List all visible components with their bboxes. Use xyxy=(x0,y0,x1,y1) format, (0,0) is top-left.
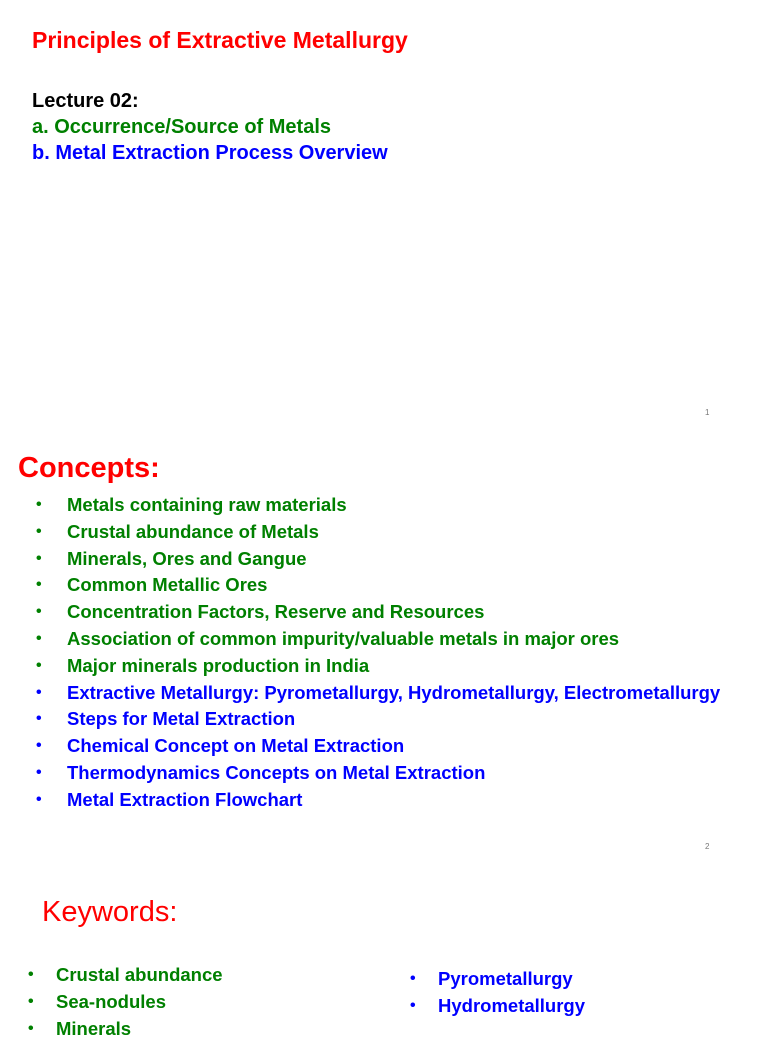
bullet-icon: • xyxy=(36,683,42,701)
keyword-text: Hydrometallurgy xyxy=(438,994,586,1016)
bullet-icon: • xyxy=(36,603,42,621)
concept-text: Metals containing raw materials xyxy=(67,494,347,515)
concept-text: Crustal abundance of Metals xyxy=(67,520,319,542)
slide-title: Principles of Extractive Metallurgy xyxy=(32,27,408,53)
concept-item xyxy=(36,733,720,760)
concept-text: Minerals, Ores and Gangue xyxy=(67,547,307,569)
concept-item xyxy=(36,599,720,626)
page-number: 1 xyxy=(705,408,710,417)
bullet-icon: • xyxy=(36,737,42,755)
bullet-icon: • xyxy=(36,629,42,647)
concept-item xyxy=(36,706,720,733)
topic-b: b. Metal Extraction Process Overview xyxy=(32,142,388,164)
concept-item xyxy=(36,626,720,653)
lecture-label: Lecture 02: xyxy=(32,90,139,112)
bullet-icon: • xyxy=(36,656,42,674)
bullet-icon: • xyxy=(36,496,42,513)
slide-3 xyxy=(0,860,768,1039)
bullet-icon: • xyxy=(410,970,416,987)
concept-text: Extractive Metallurgy: Pyrometallurgy, Hydrometallurgy, Electrometallurgy xyxy=(67,681,721,703)
keyword-text: Sea-nodules xyxy=(56,990,166,1012)
concept-text: Metal Extraction Flowchart xyxy=(67,788,303,810)
page-number: 2 xyxy=(705,842,710,851)
slide-2 xyxy=(0,430,768,860)
bullet-icon: • xyxy=(28,1019,34,1037)
concept-text: Major minerals production in India xyxy=(67,654,370,676)
slide-1 xyxy=(0,0,768,430)
slide-title: Concepts: xyxy=(18,452,160,484)
concept-text: Steps for Metal Extraction xyxy=(67,708,296,730)
bullet-icon: • xyxy=(36,763,42,781)
concept-text: Common Metallic Ores xyxy=(67,574,268,596)
concept-item xyxy=(36,653,720,680)
concept-item xyxy=(36,492,720,519)
keyword-text: Crustal abundance xyxy=(56,964,223,985)
concept-item xyxy=(36,572,720,599)
slide-title: Keywords: xyxy=(42,896,178,928)
concept-text: Chemical Concept on Metal Extraction xyxy=(67,735,405,757)
concept-text: Concentration Factors, Reserve and Resources xyxy=(67,601,485,623)
keyword-item xyxy=(410,966,585,993)
keyword-item xyxy=(28,1016,223,1042)
keyword-item xyxy=(28,989,223,1016)
concept-text: Association of common impurity/valuable metals in major ores xyxy=(67,627,620,649)
keyword-item xyxy=(410,993,585,1020)
bullet-icon: • xyxy=(36,710,42,728)
bullet-icon: • xyxy=(28,992,34,1010)
keywords-left-list xyxy=(28,962,223,1042)
bullet-icon: • xyxy=(36,522,42,540)
keyword-text: Pyrometallurgy xyxy=(438,968,573,989)
concept-item xyxy=(36,760,720,787)
concept-item xyxy=(36,680,720,707)
bullet-icon: • xyxy=(36,576,42,594)
concept-text: Thermodynamics Concepts on Metal Extraction xyxy=(67,761,486,783)
bullet-icon: • xyxy=(36,790,42,808)
concept-item xyxy=(36,519,720,546)
keyword-text: Minerals xyxy=(56,1017,132,1039)
topic-a: a. Occurrence/Source of Metals xyxy=(32,116,332,138)
concepts-list xyxy=(36,492,720,814)
concept-item xyxy=(36,787,720,814)
concept-item xyxy=(36,546,720,573)
bullet-icon: • xyxy=(410,996,416,1014)
keyword-item xyxy=(28,962,223,989)
keywords-right-list xyxy=(410,966,585,1020)
bullet-icon: • xyxy=(36,549,42,567)
bullet-icon: • xyxy=(28,966,34,983)
